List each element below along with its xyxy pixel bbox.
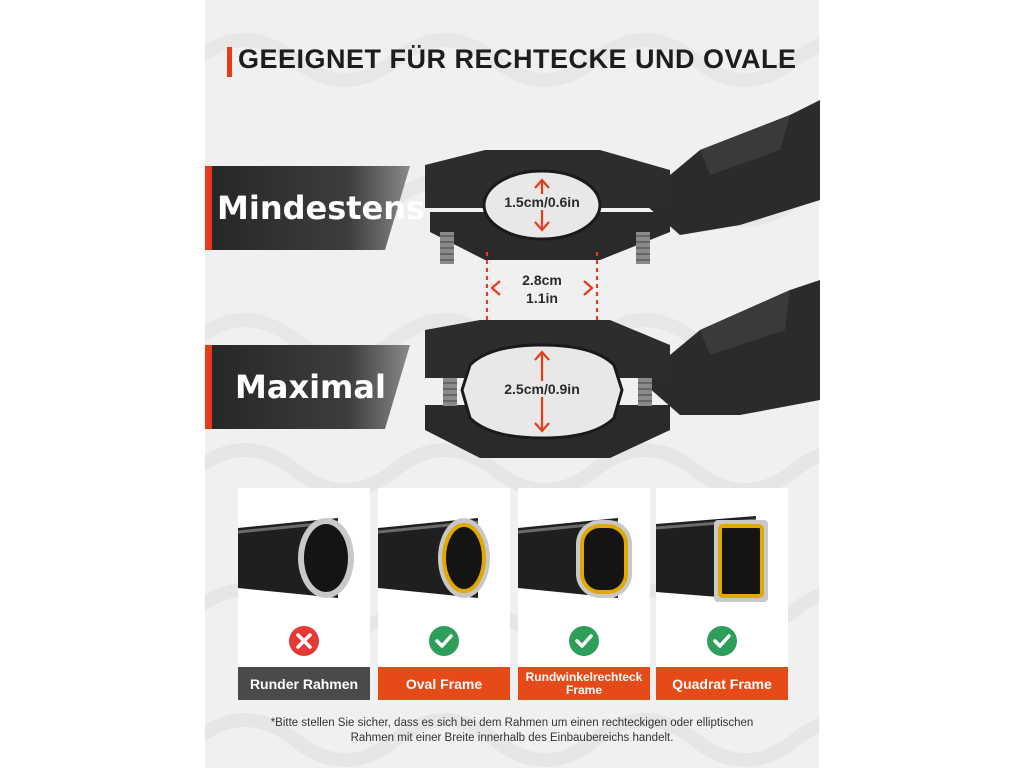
round-tube-image <box>238 488 370 618</box>
frame-label-round: Runder Rahmen <box>238 667 370 700</box>
frame-label-square: Quadrat Frame <box>656 667 788 700</box>
page-title: GEEIGNET FÜR RECHTECKE UND OVALE <box>238 44 797 74</box>
frame-label-rounded-rectangle: Rundwinkelrechteck Frame <box>518 667 650 700</box>
check-icon <box>568 625 600 657</box>
min-height-label: 1.5cm/0.6in <box>492 194 592 210</box>
rounded-rectangle-tube-image <box>518 488 650 618</box>
frame-card-round <box>238 488 370 700</box>
oval-tube-image <box>378 488 510 618</box>
frame-card-oval <box>378 488 510 700</box>
minimum-label-accent <box>205 166 212 250</box>
square-tube-image <box>656 488 788 618</box>
footnote: *Bitte stellen Sie sicher, dass es sich bei dem Rahmen um einen rechteckigen oder elliptischen Rahmen mit einer Breite innerhalb des Einbaubereichs handelt. <box>270 717 754 744</box>
frame-card-rounded-rectangle <box>518 488 650 700</box>
frame-label-oval: Oval Frame <box>378 667 510 700</box>
minimum-label: Mindestens <box>217 189 426 227</box>
check-icon <box>428 625 460 657</box>
x-icon <box>288 625 320 657</box>
width-cm-label: 2.8cm <box>522 272 562 288</box>
frame-card-square <box>656 488 788 700</box>
width-in-label: 1.1in <box>526 290 558 306</box>
maximum-label: Maximal <box>235 368 386 406</box>
maximum-label-accent <box>205 345 212 429</box>
max-height-label: 2.5cm/0.9in <box>487 381 597 397</box>
lower-bolt-right <box>638 378 652 406</box>
maximum-label-box <box>205 345 410 429</box>
minimum-label-box <box>205 166 426 250</box>
check-icon <box>706 625 738 657</box>
lower-bolt-left <box>443 378 457 406</box>
